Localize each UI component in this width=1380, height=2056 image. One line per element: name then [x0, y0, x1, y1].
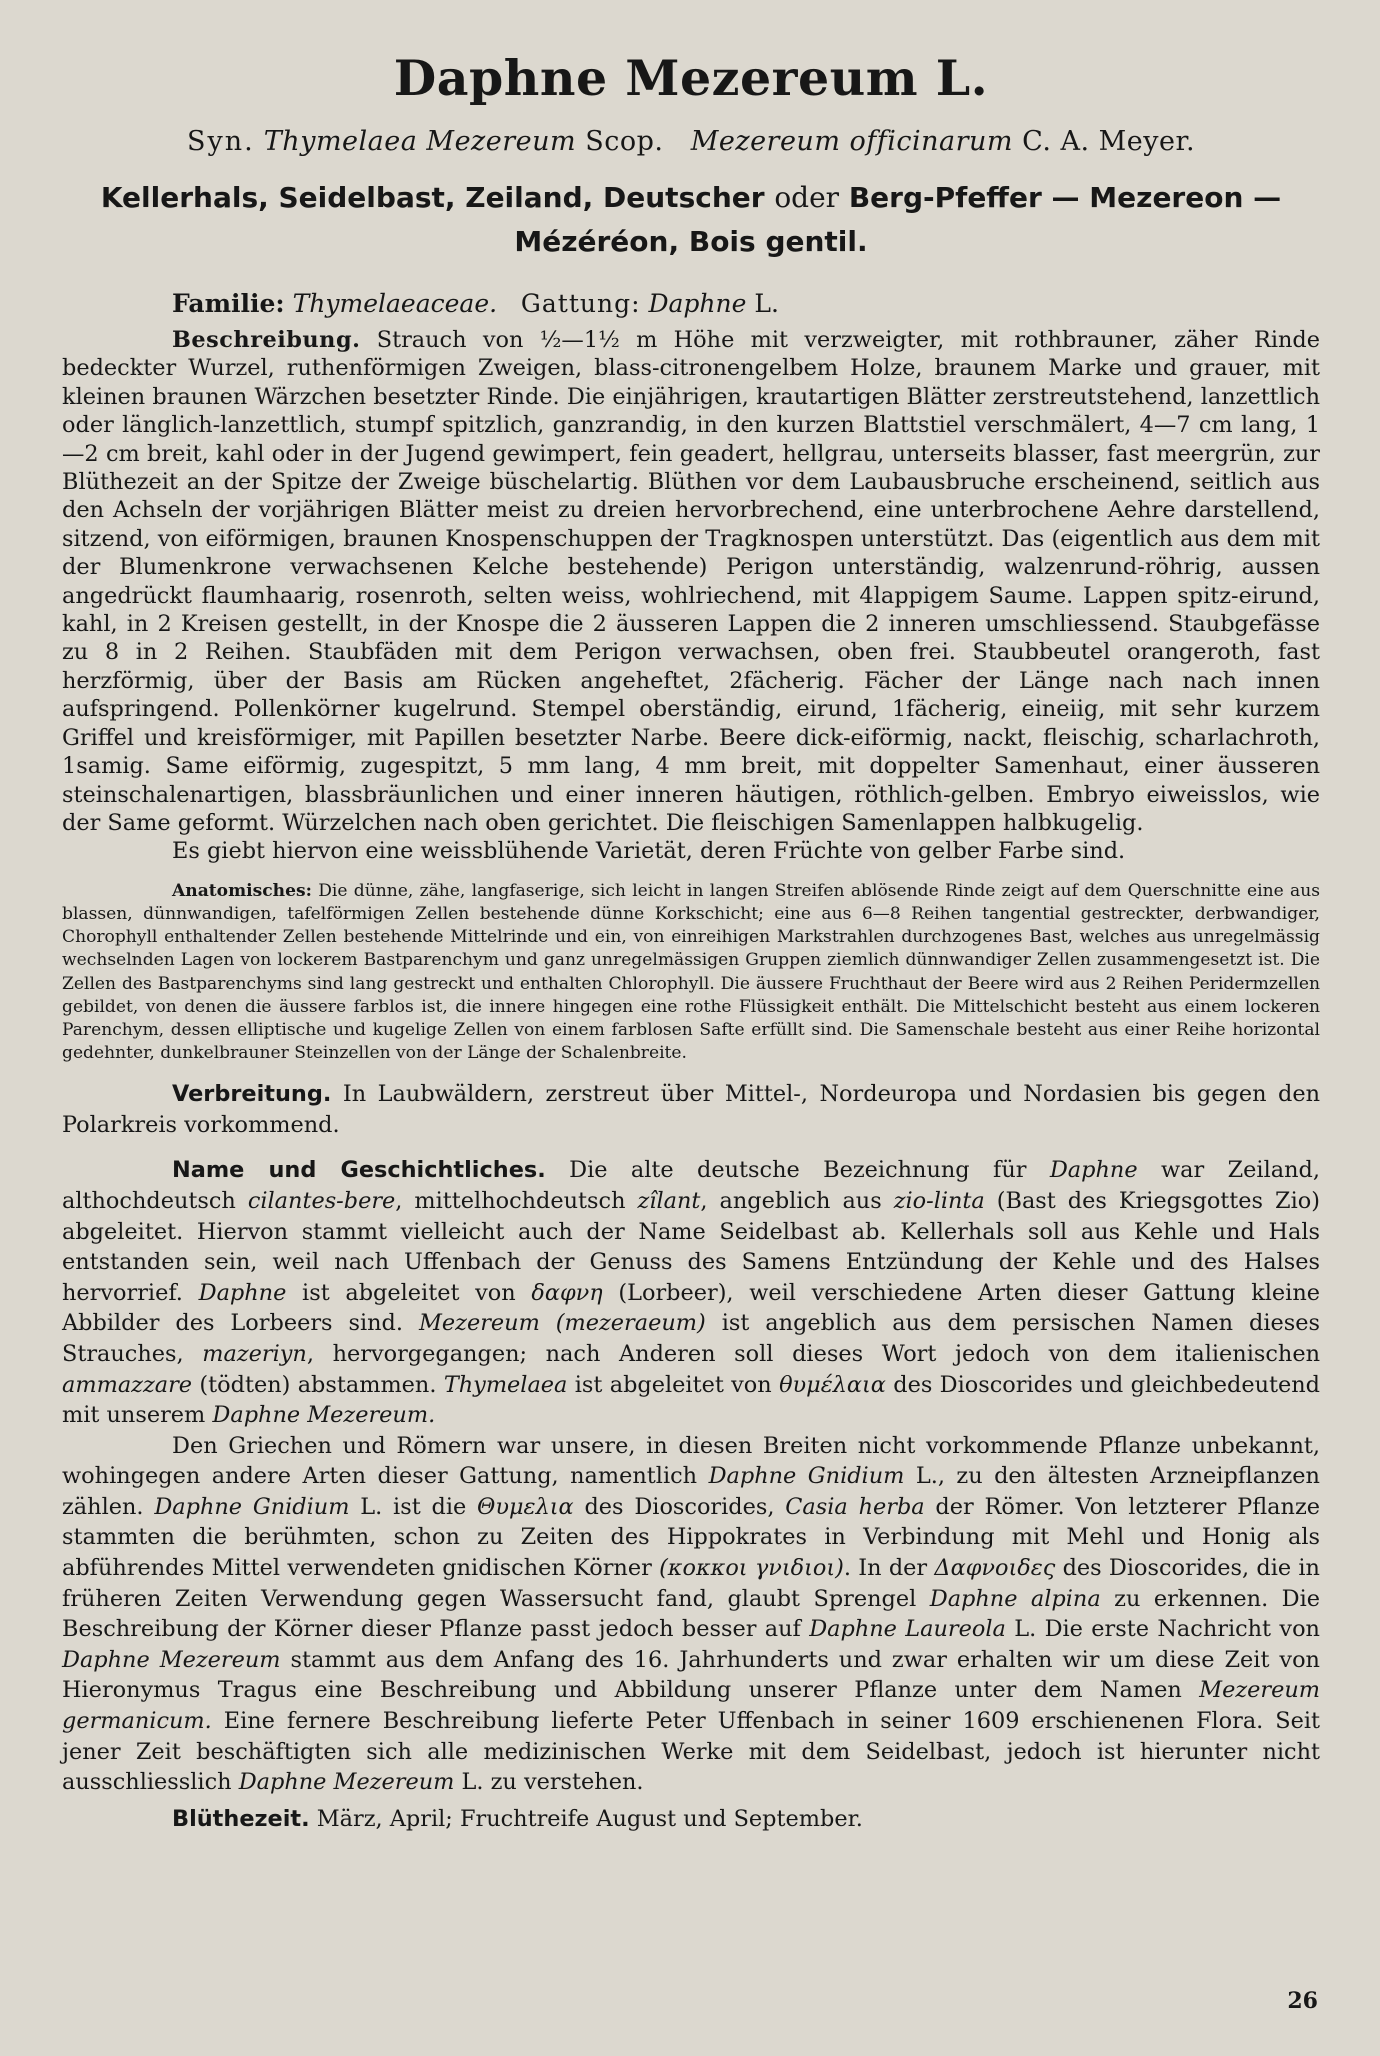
text-run: (Bast des Kriegsgottes Zio) abgeleitet. Hiervon stammt vielleicht auch der Name Seidelbast ab. Kellerhals soll aus Kehle und Hals entstanden sein, weil nach Uffenbach der Genuss des Samens Entzündung der Kehle und des Halses hervorrief. — [62, 1187, 1320, 1306]
common-names-oder: oder — [774, 181, 840, 214]
name-history-paragraph-1 — [62, 1155, 1320, 1430]
text-run: ist angeblich aus dem persischen Namen dieses Strauches, — [62, 1310, 1321, 1367]
description-text: Strauch von ½—1½ m Höhe mit verzweigter, mit rothbrauner, zäher Rinde bedeckter Wurzel, ruthenförmigen Zweigen, blass-citronengelbem Holze, braunem Marke und grauer, mit kleinen braunen Wärzchen besetzter Rinde. Die einjährigen, krautartigen Blätter zerstreutstehend, lanzettlich oder länglich-lanzettlich, stumpf spitzlich, ganzrandig, in den kurzen Blattstiel verschmälert, 4—7 cm lang, 1—2 cm breit, kahl oder in der Jugend gewimpert, fein geadert, hellgrau, unterseits blasser, fast meergrün, zur Blüthezeit an der Spitze der Zweige büschelartig. Blüthen vor dem Laubausbruche erscheinend, seitlich aus den Achseln der vorjährigen Blätter meist zu dreien hervorbrechend, eine unterbrochene Aehre darstellend, sitzend, von eiförmigen, braunen Knospenschuppen der Tragknospen unterstützt. Das (eigentlich aus dem mit der Blumenkrone verwachsenen Kelche bestehende) Perigon unterständig, walzenrund-röhrig, aussen angedrückt flaumhaarig, rosenroth, selten weiss, wohlriechend, mit 4lappigem Saume. Lappen spitz-eirund, kahl, in 2 Kreisen gestellt, in der Knospe die 2 äusseren Lappen die 2 inneren umschliessend. Staubgefässe zu 8 in 2 Reihen. Staubfäden mit dem Perigon verwachsen, oben frei. Staubbeutel orangeroth, fast herzförmig, über der Basis am Rücken angeheftet, 2fächerig. Fächer der Länge nach nach innen aufspringend. Pollenkörner kugelrund. Stempel oberständig, eirund, 1fächerig, eineiig, mit sehr kurzem Griffel und kreisförmiger, mit Papillen besetzter Narbe. Beere dick-eiförmig, nackt, fleischig, scharlachroth, 1samig. Same eiförmig, zugespitzt, 5 mm lang, 4 mm breit, mit doppelter Samenhaut, einer äusseren steinschalenartigen, blassbräunlichen und einer inneren häutigen, röthlich-gelben. Embryo eiweisslos, wie der Same geformt. Würzelchen nach oben gerichtet. Die fleischigen Samenlappen halbkugelig. — [62, 327, 1320, 836]
description-label: Beschreibung. — [172, 327, 361, 353]
text-run: der Römer. Von letzterer Pflanze stammten die berühmten, schon zu Zeiten des Hippokrates in Verbindung mit Mehl und Honig als abführendes Mittel verwendeten gnidischen Körner — [62, 1493, 1320, 1582]
italic-term: Daphne Gnidium — [154, 1493, 350, 1520]
distribution-label: Verbreitung. — [172, 1081, 332, 1108]
flowering-section — [62, 1804, 1320, 1834]
text-run: ist abgeleitet von — [574, 1371, 772, 1398]
text-run: L. zu verstehen. — [461, 1769, 644, 1796]
synonym-2: Mezereum officinarum — [690, 126, 1014, 157]
description-section — [62, 326, 1320, 837]
common-names — [82, 176, 1300, 264]
greek-term: Θυμελια — [477, 1493, 574, 1520]
text-run: Eine fernere Beschreibung lieferte Peter Uffenbach in seiner 1609 erschienenen Flora. Seit jener Zeit beschäftigten sich alle medizinischen Werke mit dem Seidelbast, jedoch ist hierunter nicht ausschliesslich — [62, 1708, 1321, 1796]
text-run: war Zeiland, althochdeutsch — [62, 1157, 1320, 1214]
italic-term: Daphne alpina — [929, 1585, 1101, 1612]
text-run: des Dioscorides, die in früheren Zeiten Verwendung gegen Wassersucht fand, glaubt Sprengel — [62, 1555, 1320, 1612]
familie-label: Familie: — [172, 289, 285, 318]
text-run: . In der — [843, 1555, 928, 1582]
variety-note: Es giebt hiervon eine weissblühende Varietät, deren Früchte von gelber Farbe sind. — [172, 838, 1126, 865]
anatomy-section — [62, 880, 1320, 1066]
italic-term: Daphne Mezereum — [238, 1769, 455, 1796]
family-line — [172, 286, 1320, 322]
genus-author: L. — [754, 289, 779, 318]
synonym-1: Thymelaea Mezereum — [263, 126, 577, 157]
text-run: L., zu den ältesten Arzneipflanzen zählen. — [62, 1463, 1320, 1520]
text-run: des Dioscorides, — [584, 1493, 775, 1520]
text-run: zu erkennen. Die Beschreibung der Körner dieser Pflanze passt jedoch besser auf — [62, 1585, 1321, 1643]
text-run: ist abgeleitet von — [302, 1279, 516, 1306]
name-history-label: Name und Geschichtliches. — [172, 1157, 546, 1184]
italic-term: ammazzare — [62, 1371, 193, 1398]
italic-term: Casia herba — [785, 1493, 925, 1520]
greek-term: Δαφνοιδες — [934, 1555, 1056, 1582]
italic-term: Mezereum germanicum. — [62, 1677, 1320, 1735]
distribution-text: In Laubwäldern, zerstreut über Mittel-, Nordeuropa und Nordasien bis gegen den Polarkreis vorkommend. — [62, 1081, 1320, 1139]
italic-term: Daphne Laureola — [809, 1616, 1006, 1643]
italic-term: Mezereum (mezeraeum) — [418, 1310, 706, 1337]
italic-term: Daphne Mezereum. — [212, 1402, 436, 1429]
common-names-part1: Kellerhals, Seidelbast, Zeiland, Deutscher — [100, 181, 765, 214]
greek-term: (κοκκοι γνιδιοι) — [659, 1555, 844, 1582]
italic-term: Thymelaea — [443, 1371, 568, 1398]
flowering-text: März, April; Fruchtreife August und September. — [316, 1805, 863, 1832]
italic-term: mazeriyn — [202, 1340, 307, 1367]
text-run: , mittelhochdeutsch — [395, 1187, 626, 1214]
distribution-section — [62, 1079, 1320, 1141]
anatomy-label: Anatomisches: — [172, 880, 312, 901]
text-run: Die alte deutsche Bezeichnung für — [569, 1157, 1027, 1184]
gattung-label: Gattung: — [520, 289, 641, 318]
family-name: Thymelaeaceae. — [292, 289, 498, 318]
greek-term: δαφνη — [531, 1279, 603, 1306]
text-run: L. ist die — [360, 1493, 467, 1520]
italic-term: Daphne — [198, 1279, 287, 1306]
text-run: Den Griechen und Römern war unsere, in diesen Breiten nicht vorkommende Pflanze unbekannt, wohingegen andere Arten dieser Gattung, namentlich — [62, 1432, 1320, 1490]
page-title: Daphne Mezereum L. — [393, 49, 989, 107]
page-number: 26 — [1287, 1988, 1318, 2014]
synonyms-line — [62, 122, 1320, 162]
italic-term: zîlant — [637, 1187, 701, 1214]
greek-term: θυμέλαια — [779, 1371, 886, 1398]
text-run: , hervorgegangen; nach Anderen soll dieses Wort jedoch von dem italienischen — [306, 1340, 1320, 1367]
text-run: L. Die erste Nachricht von — [1014, 1616, 1320, 1643]
italic-term: zio-linta — [893, 1187, 985, 1214]
flowering-label: Blüthezeit. — [172, 1805, 310, 1832]
text-run: (tödten) abstammen. — [199, 1371, 437, 1398]
genus-name: Daphne — [648, 289, 747, 318]
synonym-2-author: C. A. Meyer. — [1022, 126, 1196, 157]
italic-term: Daphne — [1049, 1157, 1138, 1184]
syn-label: Syn. — [186, 126, 255, 157]
text-run: des Dioscorides und gleichbedeutend mit unserem — [62, 1371, 1321, 1429]
anatomy-text: Die dünne, zähe, langfaserige, sich leicht in langen Streifen ablösende Rinde zeigt auf dem Querschnitte eine aus blassen, dünnwandigen, tafelförmigen Zellen bestehende dünne Korkschicht; eine aus 6—8 Reihen tangential gestreckter, derbwandiger, Chorophyll enthaltender Zellen bestehende Mittelrinde und ein, von einreihigen Markstrahlen durchzogenes Bast, welches aus unregelmässig wechselnden Lagen von lockerem Bastparenchym und ganz unregelmässigen Gruppen ziemlich dünnwandiger Zellen zusammengesetzt ist. Die Zellen des Bastparenchyms sind lang gestreckt und enthalten Chlorophyll. Die äussere Fruchthaut der Beere wird aus 2 Reihen Peridermzellen gebildet, von denen die äussere farblos ist, die innere hingegen eine rothe Flüssigkeit enthält. Die Mittelschicht besteht aus einem lockeren Parenchym, dessen elliptische und kugelige Zellen von einem farblosen Safte erfüllt sind. Die Samenschale besteht aus einer Reihe horizontal gedehnter, dunkelbrauner Steinzellen von der Länge der Schalenbreite. — [62, 880, 1321, 1064]
text-run: stammt aus dem Anfang des 16. Jahrhunderts und zwar erhalten wir um diese Zeit von Hieronymus Tragus eine Beschreibung und Abbildung unserer Pflanze unter dem Namen — [62, 1646, 1320, 1704]
synonym-1-author: Scop. — [585, 126, 664, 157]
italic-term: cilantes-bere — [247, 1187, 396, 1214]
text-run: (Lorbeer), weil verschiedene Arten dieser Gattung kleine Abbilder des Lorbeers sind. — [62, 1279, 1321, 1337]
italic-term: Daphne Gnidium — [708, 1463, 905, 1490]
italic-term: Daphne Mezereum — [62, 1646, 281, 1673]
common-names-part2: Berg-Pfeffer — Mezereon — Mézéréon, Bois gentil. — [514, 181, 1282, 258]
name-history-paragraph-2 — [62, 1431, 1320, 1798]
text-run: , angeblich aus — [700, 1187, 882, 1214]
